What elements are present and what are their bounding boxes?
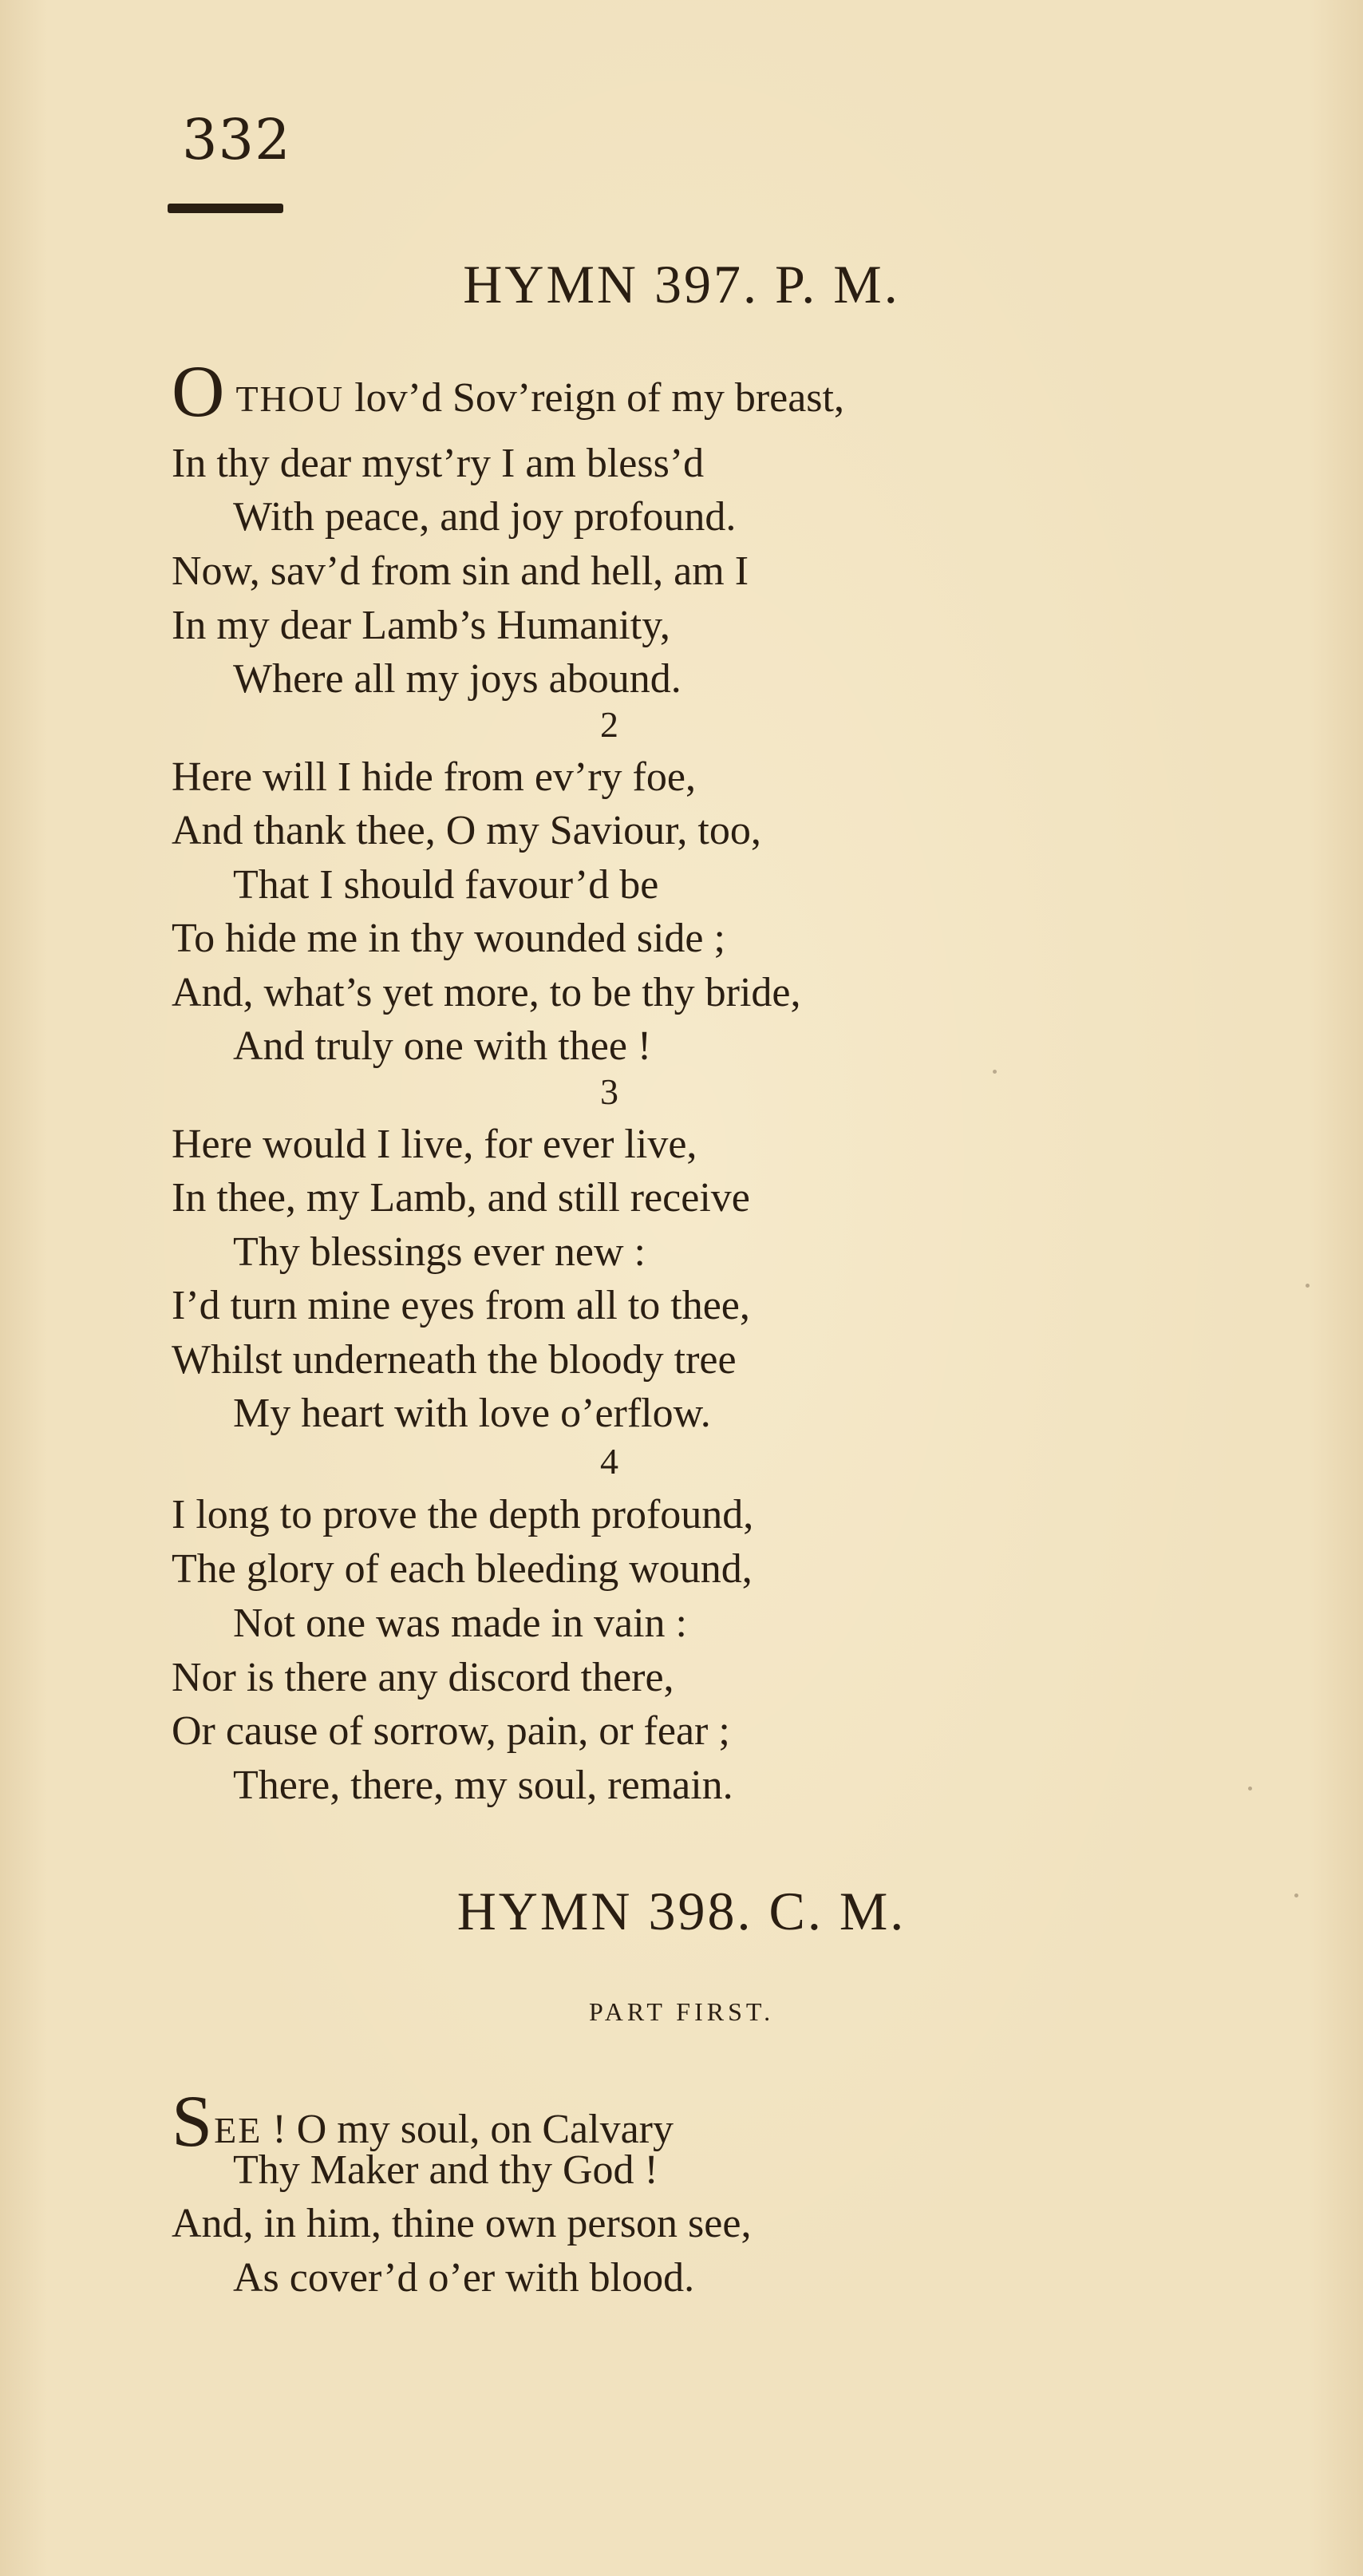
part-heading: PART FIRST. (588, 1997, 775, 2026)
verse-line: Thy Maker and thy God ! (233, 2147, 658, 2193)
page-number: 332 (182, 107, 291, 172)
verse-line: In my dear Lamb’s Humanity, (172, 603, 670, 648)
verse-line: My heart with love o’erflow. (233, 1391, 711, 1436)
verse-line-text: ! O my soul, on Calvary (262, 2107, 674, 2152)
paper-speck (1306, 1284, 1310, 1288)
paper-speck (1294, 1893, 1298, 1897)
verse-line: Thy blessings ever new : (233, 1229, 646, 1275)
paper-speck (993, 1070, 997, 1074)
verse-line: In thee, my Lamb, and still receive (172, 1175, 750, 1221)
verse-line: And thank thee, O my Saviour, too, (172, 808, 761, 853)
small-caps-word: EE (214, 2110, 263, 2151)
verse-line: Here will I hide from ev’ry foe, (172, 754, 696, 800)
verse-line: And truly one with thee ! (233, 1023, 652, 1069)
verse-line: To hide me in thy wounded side ; (172, 916, 725, 961)
verse-line: There, there, my soul, remain. (233, 1763, 733, 1808)
hymn-title: HYMN 398. C. M. (456, 1881, 907, 1941)
small-caps-word: THOU (235, 378, 345, 419)
stanza-number: 3 (600, 1071, 618, 1112)
verse-line: Or cause of sorrow, pain, or fear ; (172, 1708, 730, 1754)
verse-line-text: lov’d Sov’reign of my breast, (344, 375, 844, 421)
verse-line: Here would I live, for ever live, (172, 1122, 697, 1167)
verse-line: And, what’s yet more, to be thy bride, (172, 970, 801, 1015)
hymn-title: HYMN 397. P. M. (463, 254, 900, 315)
stanza-number: 2 (600, 704, 618, 745)
verse-line (172, 350, 844, 432)
drop-cap: S (172, 2080, 213, 2162)
verse-line: And, in him, thine own person see, (172, 2201, 752, 2246)
verse-line: I’d turn mine eyes from all to thee, (172, 1283, 750, 1328)
verse-line: Nor is there any discord there, (172, 1655, 674, 1700)
verse-line: With peace, and joy profound. (233, 494, 737, 540)
verse-line: I long to prove the depth profound, (172, 1492, 754, 1537)
verse-line: Not one was made in vain : (233, 1601, 687, 1646)
header-rule (168, 204, 283, 213)
verse-line: The glory of each bleeding wound, (172, 1546, 753, 1592)
verse-line: As cover’d o’er with blood. (233, 2255, 695, 2301)
verse-line: That I should favour’d be (233, 862, 659, 908)
verse-line: Now, sav’d from sin and hell, am I (172, 548, 749, 594)
drop-cap: O (172, 350, 225, 432)
verse-line: In thy dear myst’ry I am bless’d (172, 441, 705, 486)
paper-speck (1248, 1787, 1252, 1791)
verse-line: Where all my joys abound. (233, 656, 682, 702)
verse-line (172, 2080, 674, 2162)
stanza-number: 4 (600, 1441, 618, 1482)
verse-line: Whilst underneath the bloody tree (172, 1337, 737, 1383)
